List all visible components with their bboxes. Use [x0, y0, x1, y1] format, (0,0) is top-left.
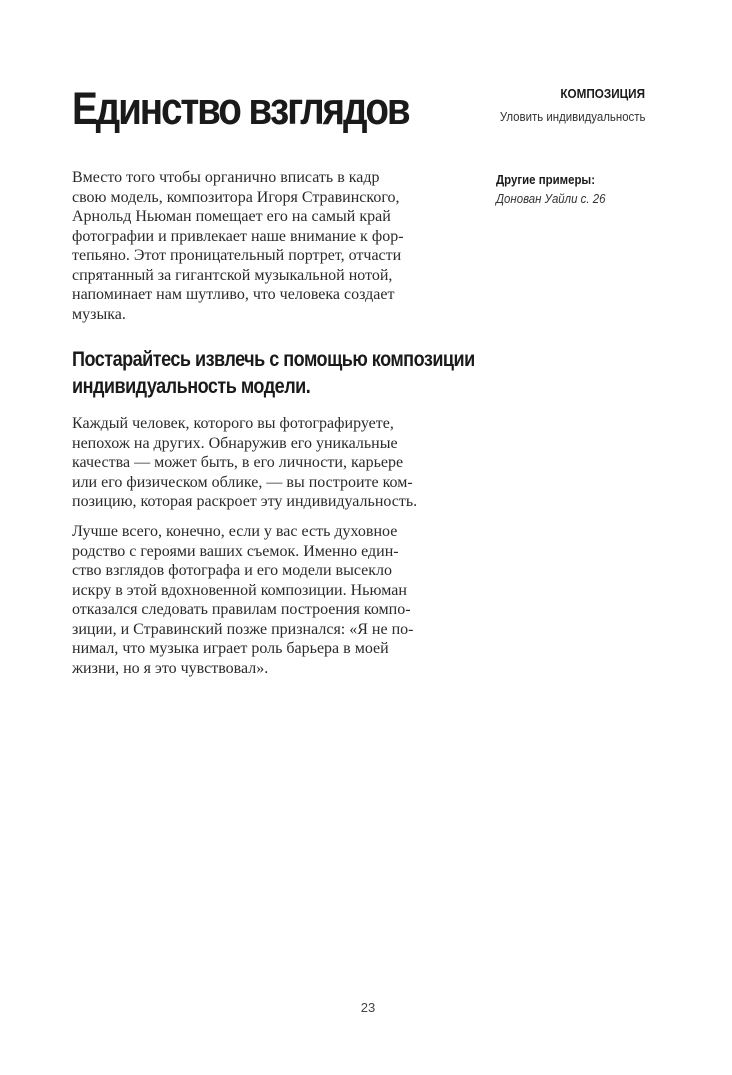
body-paragraph-1: [72, 168, 475, 324]
text-line: Лучше всего, конечно, если у вас есть духовное: [72, 523, 398, 540]
subheading-line: индивидуальность модели.: [72, 375, 311, 398]
text-line: родство с героями ваших съемок. Именно един-: [72, 542, 399, 560]
see-also-note: [496, 170, 605, 208]
text-line: Каждый человек, которого вы фотографируете,: [72, 415, 394, 432]
text-line: позицию, которая раскроет эту индивидуальность.: [72, 493, 418, 510]
text-line: Арнольд Ньюман помещает его на самый край: [72, 208, 391, 225]
text-line: напоминает нам шутливо, что человека создает: [72, 286, 395, 303]
body-paragraph-2: [72, 414, 475, 512]
text-line: непохож на других. Обнаружив его уникальные: [72, 434, 398, 452]
text-line: зиции, и Стравинский позже признался: «Я не по-: [72, 620, 414, 638]
section-label: КОМПОЗИЦИЯ: [560, 86, 645, 101]
text-line: искру в этой вдохновенной композиции. Ньюман: [72, 581, 407, 599]
see-also-reference: Донован Уайли с. 26: [496, 191, 606, 206]
page-title: Единство взглядов: [72, 83, 409, 134]
text-line: или его физическом облике, — вы построите ком-: [72, 473, 413, 491]
text-line: фотографии и привлекает наше внимание к фор-: [72, 227, 404, 245]
text-line: качества — может быть, в его личности, карьере: [72, 454, 404, 471]
text-line: ство взглядов фотографа и его модели высекло: [72, 562, 393, 579]
text-line: жизни, но я это чувствовал».: [72, 659, 269, 677]
text-line: нимал, что музыка играет роль барьера в моей: [72, 640, 389, 657]
body-paragraph-3: [72, 522, 475, 678]
see-also-label: Другие примеры:: [496, 172, 596, 187]
text-line: Вместо того чтобы органично вписать в кадр: [72, 169, 380, 186]
text-line: спрятанный за гигантской музыкальной нотой,: [72, 266, 393, 284]
text-line: тепьяно. Этот проницательный портрет, отчасти: [72, 247, 402, 264]
page-number: 23: [360, 1000, 376, 1015]
text-line: свою модель, композитора Игоря Стравинского,: [72, 188, 400, 206]
section-subheading: [72, 346, 475, 400]
section-subtitle: Уловить индивидуальность: [499, 109, 645, 124]
text-line: музыка.: [72, 305, 126, 323]
subheading-line: Постарайтесь извлечь с помощью композиции: [72, 348, 475, 371]
text-line: отказался следовать правилам построения компо-: [72, 601, 411, 618]
